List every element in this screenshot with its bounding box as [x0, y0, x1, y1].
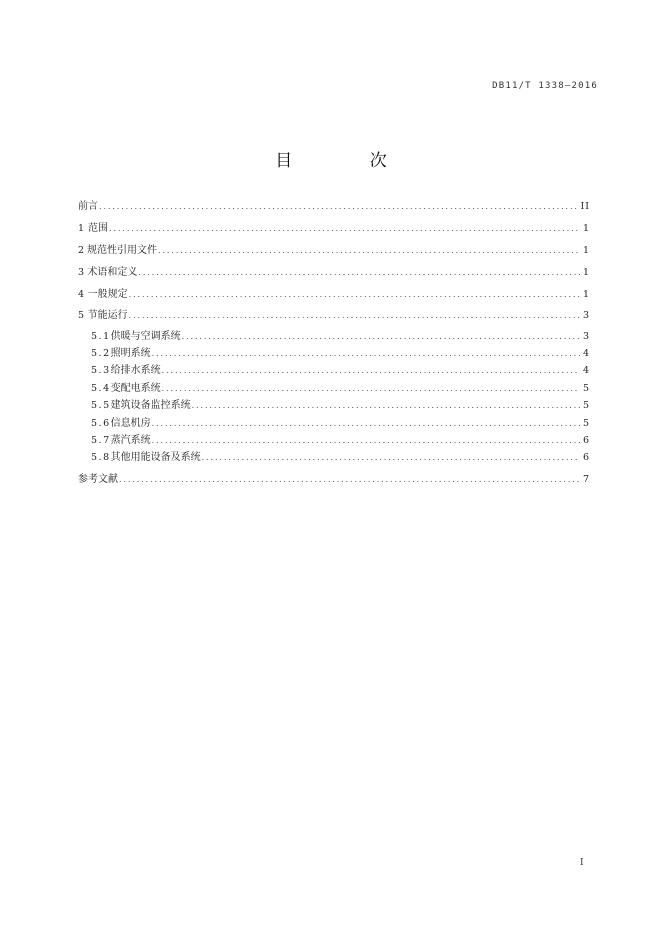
toc-entry-page: 4 [582, 348, 590, 359]
toc-dot-leader [192, 398, 580, 414]
toc-entry-page: 4 [582, 365, 590, 376]
toc-entry-page: 5 [582, 383, 590, 394]
toc-entry-page: 1 [582, 267, 590, 278]
toc-entry-number: 5.1 [91, 331, 111, 342]
standard-code: DB11/T 1338—2016 [492, 81, 598, 91]
toc-dot-leader [119, 472, 580, 488]
toc-dot-leader [152, 346, 580, 362]
toc-entry-page: 3 [582, 310, 590, 321]
toc-dot-leader [109, 221, 580, 237]
toc-dot-leader [202, 450, 580, 466]
page-number: I [580, 858, 584, 868]
toc-entry-page: 1 [582, 289, 590, 300]
toc-entry-3[interactable] [78, 265, 590, 281]
toc-dot-leader [99, 199, 577, 215]
toc-entry-5-5[interactable] [91, 398, 590, 414]
toc-entry-page: 3 [582, 331, 590, 342]
toc-entry-page: II [580, 201, 590, 212]
toc-entry-label: 建筑设备监控系统 [110, 400, 191, 411]
toc-dot-leader [182, 329, 580, 345]
toc-entry-label: 范围 [88, 223, 109, 234]
toc-entry-foreword[interactable] [78, 199, 590, 215]
toc-entry-page: 5 [582, 400, 590, 411]
toc-entry-label: 蒸汽系统 [110, 435, 151, 446]
toc-entry-5-3[interactable] [91, 363, 590, 379]
toc-entry-label: 节能运行 [87, 310, 128, 321]
toc-entry-number: 5.7 [91, 435, 111, 446]
toc-entry-5[interactable] [78, 308, 590, 324]
toc-entry-label: 参考文献 [78, 474, 118, 485]
toc-entry-page: 1 [582, 245, 590, 256]
toc-entry-label: 信息机房 [110, 418, 151, 429]
toc-entry-5-8[interactable] [91, 450, 590, 466]
toc-dot-leader [162, 363, 580, 379]
toc-entry-number: 5 [78, 310, 86, 321]
toc-dot-leader [162, 381, 580, 397]
toc-entry-5-2[interactable] [91, 346, 590, 362]
toc-entry-number: 1 [78, 223, 86, 234]
toc-entry-label: 前言 [78, 201, 98, 212]
toc-entry-label: 规范性引用文件 [87, 245, 157, 256]
toc-entry-number: 4 [78, 289, 86, 300]
toc-dot-leader [129, 287, 580, 303]
toc-dot-leader [152, 416, 580, 432]
toc-entry-number: 2 [78, 245, 86, 256]
toc-entry-number: 3 [78, 267, 86, 278]
toc-entry-2[interactable] [78, 243, 590, 259]
toc-entry-1[interactable] [78, 221, 590, 237]
toc-entry-page: 6 [582, 452, 590, 463]
toc-entry-number: 5.4 [91, 383, 111, 394]
toc-dot-leader [129, 308, 580, 324]
toc-entry-label: 一般规定 [87, 289, 128, 300]
toc-entry-5-1[interactable] [91, 329, 590, 345]
toc-entry-page: 1 [582, 223, 590, 234]
toc-entry-5-7[interactable] [91, 433, 590, 449]
toc-title: 目 次 [275, 151, 423, 171]
toc-entry-label: 变配电系统 [110, 383, 161, 394]
toc-entry-number: 5.8 [91, 452, 111, 463]
toc-entry-4[interactable] [78, 287, 590, 303]
toc-entry-label: 其他用能设备及系统 [110, 452, 201, 463]
toc-dot-leader [158, 243, 580, 259]
toc-entry-page: 7 [582, 474, 590, 485]
toc-entry-references[interactable] [78, 472, 590, 488]
toc-entry-page: 5 [582, 418, 590, 429]
toc-dot-leader [152, 433, 580, 449]
toc-entry-label: 供暖与空调系统 [110, 331, 181, 342]
toc-entry-number: 5.5 [91, 400, 111, 411]
toc-entry-label: 照明系统 [110, 348, 151, 359]
toc-entry-page: 6 [582, 435, 590, 446]
toc-entry-label: 给排水系统 [110, 365, 161, 376]
toc-entry-number: 5.2 [91, 348, 111, 359]
toc-entry-number: 5.6 [91, 418, 111, 429]
toc-entry-number: 5.3 [91, 365, 111, 376]
toc-entry-5-4[interactable] [91, 381, 590, 397]
toc-entry-label: 术语和定义 [87, 267, 138, 278]
toc-entry-5-6[interactable] [91, 416, 590, 432]
toc-dot-leader [138, 265, 580, 281]
